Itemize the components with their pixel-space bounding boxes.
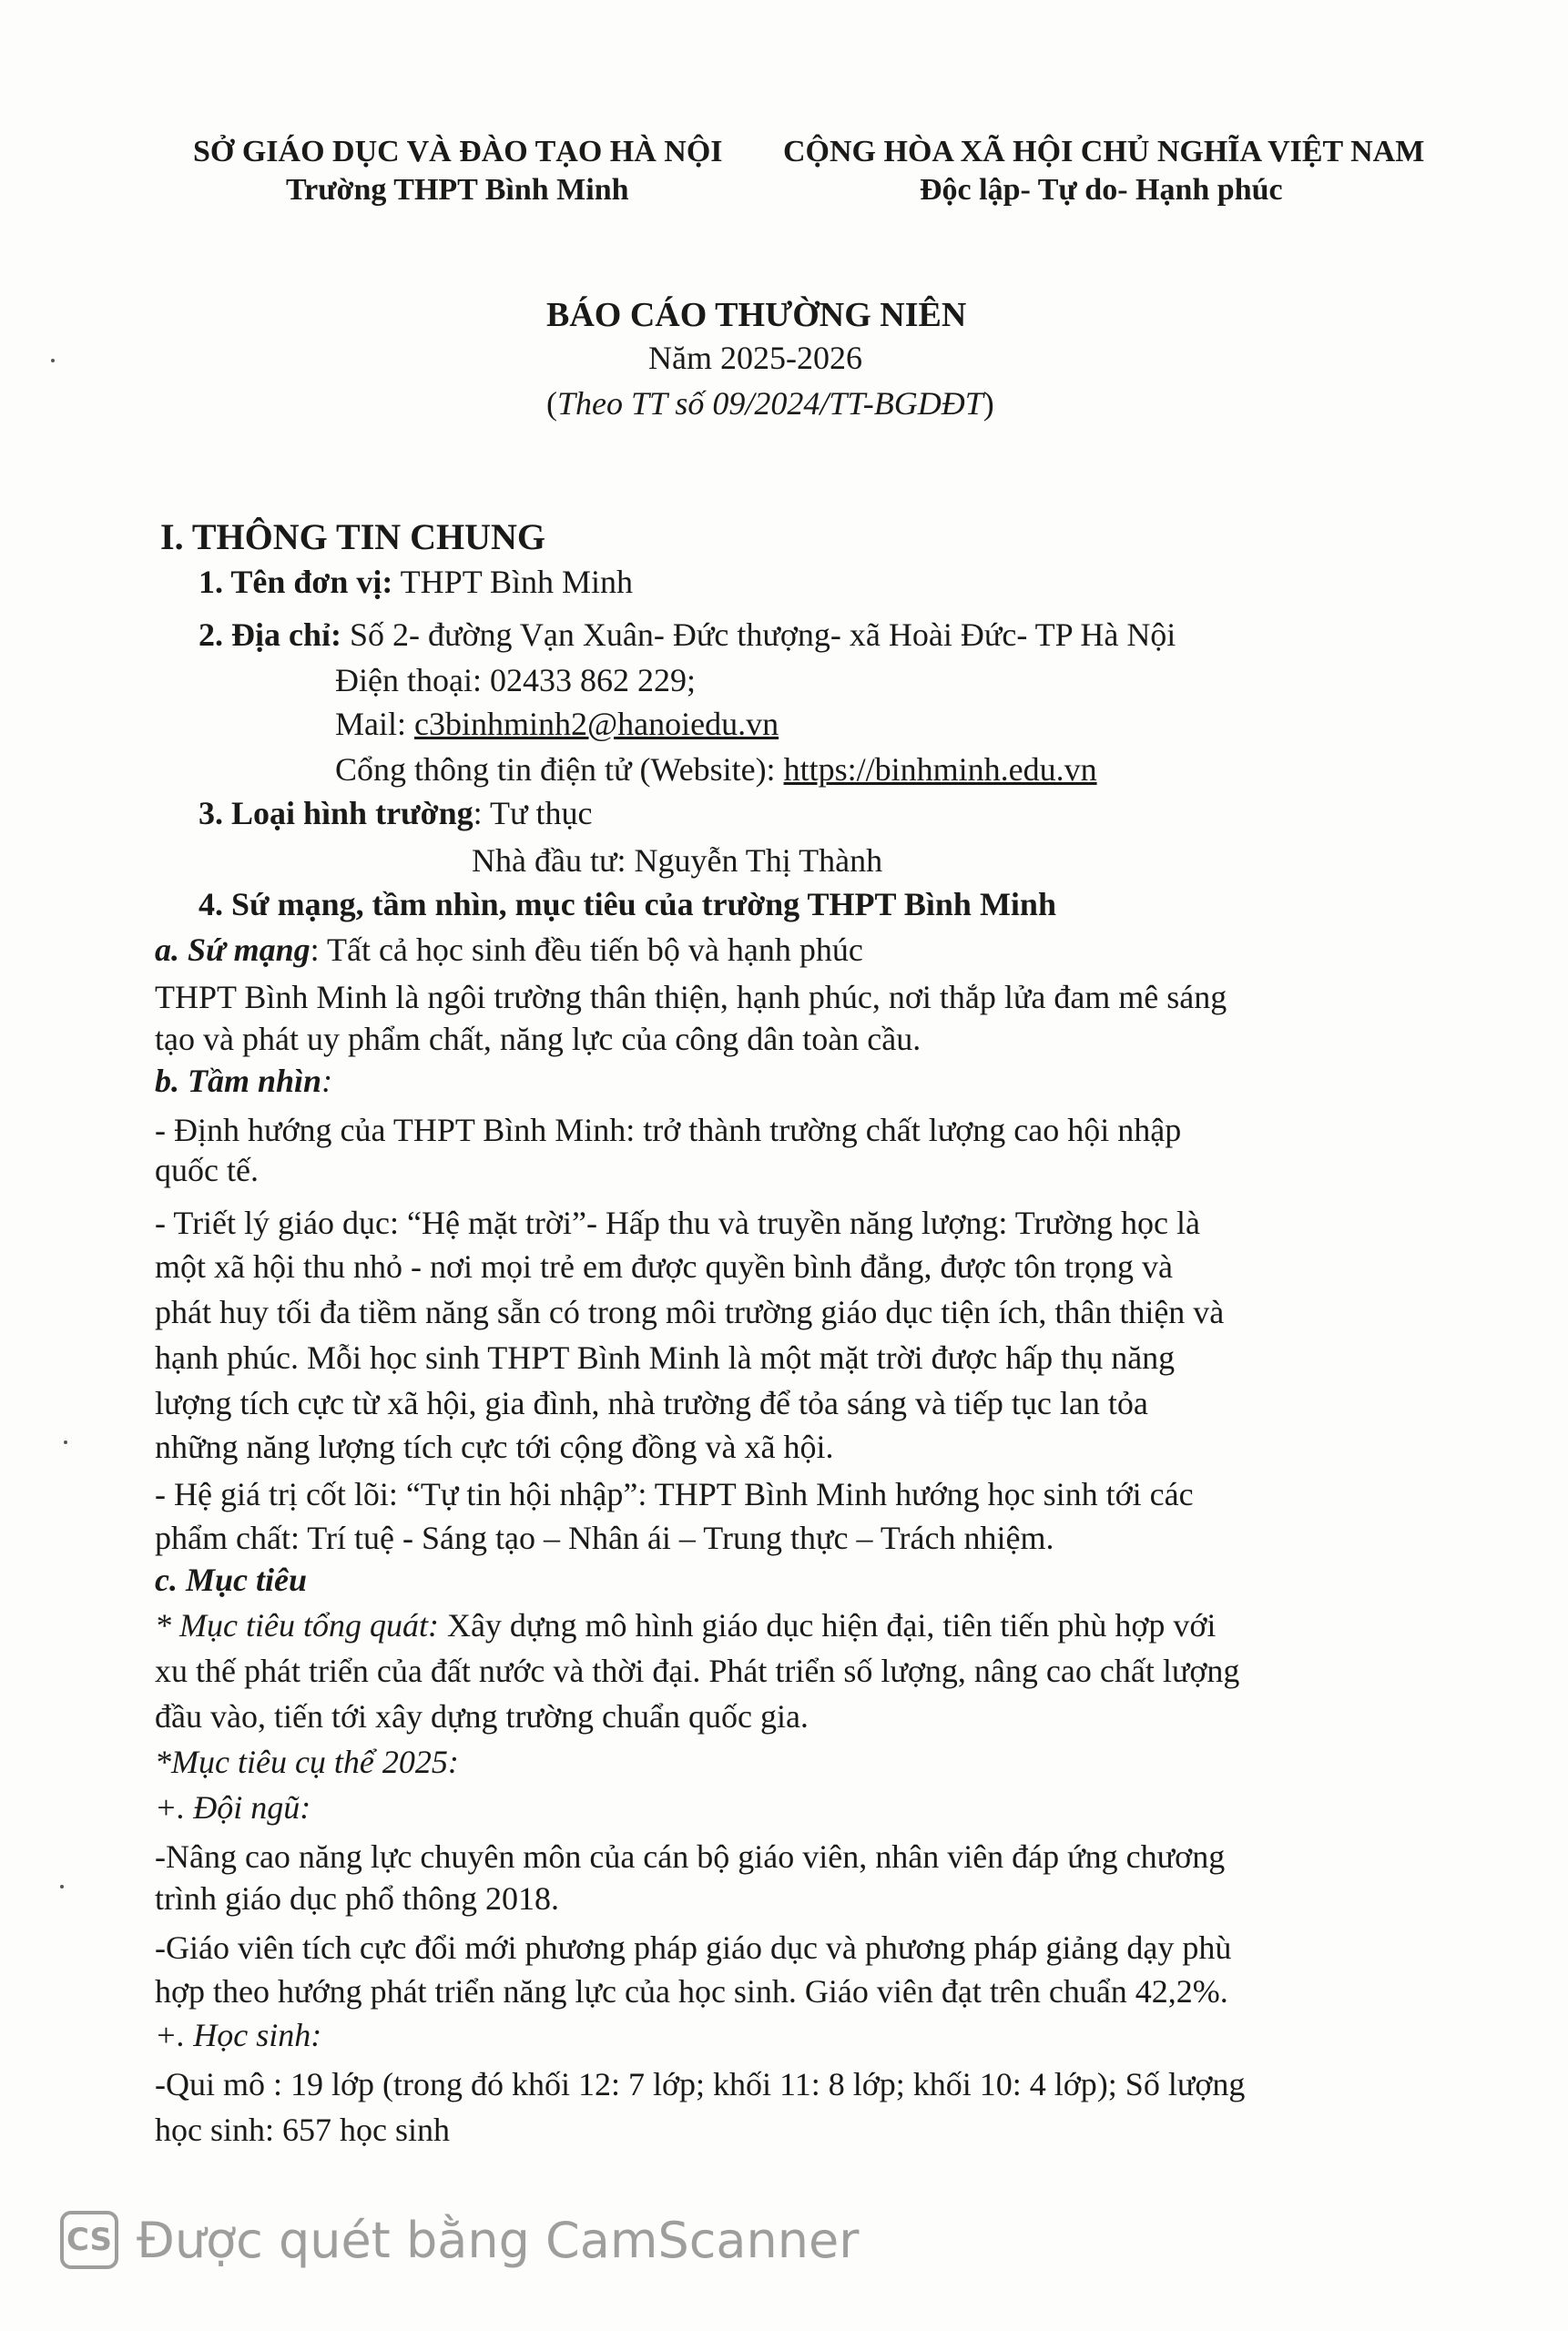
mail-label: Mail: xyxy=(335,706,414,742)
header-left-line1: SỞ GIÁO DỤC VÀ ĐÀO TẠO HÀ NỘI xyxy=(193,135,723,168)
staff-line: trình giáo dục phổ thông 2018. xyxy=(155,1880,559,1917)
report-title: BÁO CÁO THƯỜNG NIÊN xyxy=(546,296,967,334)
specific-goal-label: *Mục tiêu cụ thể 2025: xyxy=(155,1744,459,1780)
address-line xyxy=(199,616,1176,655)
header-left-line2: Trường THPT Bình Minh xyxy=(286,173,629,207)
general-goal-first: Xây dựng mô hình giáo dục hiện đại, tiên tiến phù hợp với xyxy=(438,1607,1217,1644)
report-basis xyxy=(546,384,994,423)
report-basis-text: Theo TT số 09/2024/TT-BGDĐT xyxy=(557,385,983,422)
staff-line: -Nâng cao năng lực chuyên môn của cán bộ giáo viên, nhân viên đáp ứng chương xyxy=(155,1838,1226,1875)
phone-line: Điện thoại: 02433 862 229; xyxy=(335,662,696,698)
students-line: học sinh: 657 học sinh xyxy=(155,2112,450,2148)
school-type-label: 3. Loại hình trường xyxy=(199,795,473,831)
investor-line: Nhà đầu tư: Nguyễn Thị Thành xyxy=(472,842,883,879)
students-line: -Qui mô : 19 lớp (trong đó khối 12: 7 lớp; khối 11: 8 lớp; khối 10: 4 lớp); Số lượng xyxy=(155,2066,1246,2102)
unit-line xyxy=(199,563,633,602)
address-label: 2. Địa chỉ: xyxy=(199,616,341,653)
scan-speck xyxy=(60,1885,64,1888)
camscanner-watermark xyxy=(60,2208,859,2272)
website-link[interactable]: https://binhminh.edu.vn xyxy=(783,751,1097,788)
vision-line: phẩm chất: Trí tuệ - Sáng tạo – Nhân ái – Trung thực – Trách nhiệm. xyxy=(155,1520,1054,1556)
section-heading: I. THÔNG TIN CHUNG xyxy=(160,516,546,557)
scan-speck xyxy=(64,1440,67,1444)
report-basis-open: ( xyxy=(546,385,557,422)
mission-heading: 4. Sứ mạng, tầm nhìn, mục tiêu của trường THPT Bình Minh xyxy=(199,886,1056,922)
school-type-line xyxy=(199,794,592,833)
goal-heading: c. Mục tiêu xyxy=(155,1562,307,1598)
report-year: Năm 2025-2026 xyxy=(648,340,862,376)
mission-text-line: THPT Bình Minh là ngôi trường thân thiện, hạnh phúc, nơi thắp lửa đam mê sáng xyxy=(155,979,1227,1015)
report-basis-close: ) xyxy=(983,385,994,422)
mission-text-line: tạo và phát uy phẩm chất, năng lực của công dân toàn cầu. xyxy=(155,1021,921,1057)
vision-line: lượng tích cực từ xã hội, gia đình, nhà trường để tỏa sáng và tiếp tục lan tỏa xyxy=(155,1385,1148,1421)
vision-line: - Hệ giá trị cốt lõi: “Tự tin hội nhập”: THPT Bình Minh hướng học sinh tới các xyxy=(155,1476,1194,1512)
staff-line: hợp theo hướng phát triển năng lực của học sinh. Giáo viên đạt trên chuẩn 42,2%. xyxy=(155,1973,1228,2010)
unit-label: 1. Tên đơn vị: xyxy=(199,564,393,600)
mission-value: : Tất cả học sinh đều tiến bộ và hạnh phúc xyxy=(310,931,863,968)
mission-label: a. Sứ mạng xyxy=(155,931,311,968)
mail-link[interactable]: c3binhminh2@hanoiedu.vn xyxy=(414,706,779,742)
vision-line: một xã hội thu nhỏ - nơi mọi trẻ em được quyền bình đẳng, được tôn trọng và xyxy=(155,1248,1173,1285)
staff-line: -Giáo viên tích cực đổi mới phương pháp giáo dục và phương pháp giảng dạy phù xyxy=(155,1929,1232,1966)
header-right-line2: Độc lập- Tự do- Hạnh phúc xyxy=(920,173,1283,207)
vision-line: - Định hướng của THPT Bình Minh: trở thành trường chất lượng cao hội nhập xyxy=(155,1112,1182,1148)
vision-heading xyxy=(155,1062,332,1101)
header-right-line1: CỘNG HÒA XÃ HỘI CHỦ NGHĨA VIỆT NAM xyxy=(783,135,1425,168)
vision-line: - Triết lý giáo dục: “Hệ mặt trời”- Hấp thu và truyền năng lượng: Trường học là xyxy=(155,1205,1200,1241)
website-label: Cổng thông tin điện tử (Website): xyxy=(335,751,784,788)
staff-label: +. Đội ngũ: xyxy=(155,1789,311,1826)
address-value: Số 2- đường Vạn Xuân- Đức thượng- xã Hoài Đức- TP Hà Nội xyxy=(341,616,1176,653)
vision-colon: : xyxy=(321,1063,333,1099)
students-label: +. Học sinh: xyxy=(155,2017,322,2053)
general-goal-line xyxy=(155,1606,1216,1645)
scan-speck xyxy=(51,359,55,362)
unit-value: THPT Bình Minh xyxy=(392,564,634,600)
general-goal-line: xu thế phát triển của đất nước và thời đại. Phát triển số lượng, nâng cao chất lượng xyxy=(155,1653,1240,1689)
watermark-text: Được quét bằng CamScanner xyxy=(137,2211,860,2269)
mail-line xyxy=(335,705,779,744)
vision-label: b. Tầm nhìn xyxy=(155,1063,322,1099)
general-goal-line: đầu vào, tiến tới xây dựng trường chuẩn quốc gia. xyxy=(155,1698,809,1735)
school-type-value: : Tư thục xyxy=(473,795,593,831)
vision-line: quốc tế. xyxy=(155,1152,259,1188)
website-line xyxy=(335,750,1097,789)
vision-line: những năng lượng tích cực tới cộng đồng và xã hội. xyxy=(155,1429,834,1465)
camscanner-logo-icon: CS xyxy=(60,2211,118,2269)
mission-line xyxy=(155,931,863,970)
general-goal-label: * Mục tiêu tổng quát: xyxy=(155,1607,439,1644)
vision-line: phát huy tối đa tiềm năng sẵn có trong môi trường giáo dục tiện ích, thân thiện và xyxy=(155,1294,1225,1330)
vision-line: hạnh phúc. Mỗi học sinh THPT Bình Minh là một mặt trời được hấp thụ năng xyxy=(155,1339,1176,1376)
